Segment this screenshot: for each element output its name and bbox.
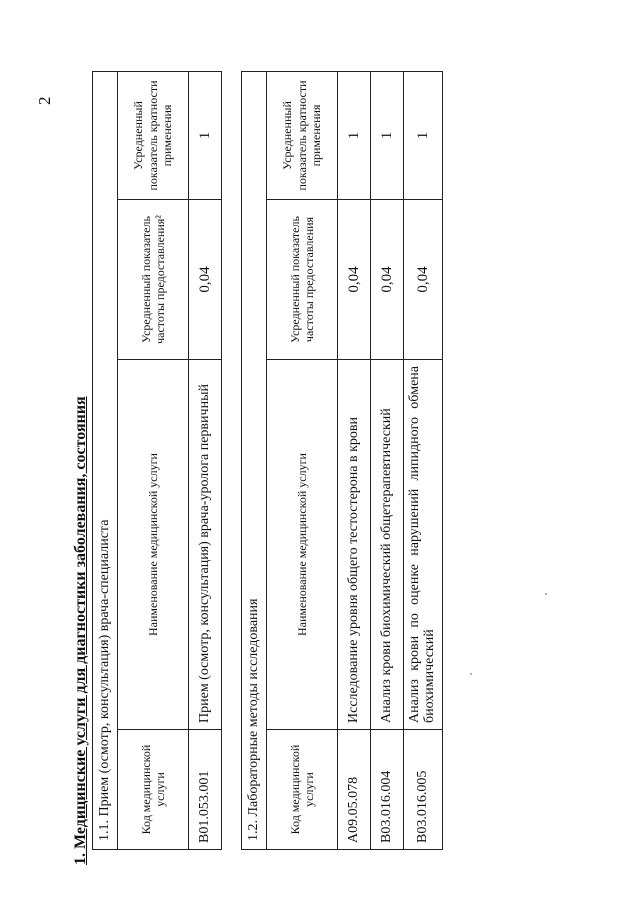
header-frequency: Усредненный показатель частоты предоставления² <box>118 200 189 360</box>
table-row <box>404 71 443 849</box>
cell-name: Исследование уровня общего тестостерона в крови <box>338 360 371 730</box>
table-subtitle: 1.2. Лабораторные методы исследования <box>242 71 267 849</box>
cell-code: B03.016.004 <box>371 730 404 850</box>
cell-code: B01.053.001 <box>189 730 222 850</box>
header-code: Код медицинской услуги <box>118 730 189 850</box>
cell-frequency: 0,04 <box>371 200 404 360</box>
table-consultation <box>92 71 222 850</box>
table-subtitle: 1.1. Прием (осмотр, консультация) врача-специалиста <box>93 71 118 849</box>
table-header-row <box>118 71 189 849</box>
scan-speck <box>545 593 547 595</box>
cell-name: Анализ крови биохимический общетерапевтический <box>371 360 404 730</box>
header-multiplicity: Усредненный показатель кратности применения <box>118 71 189 199</box>
cell-name: Анализ крови по оценке нарушений липидного обмена биохимический <box>404 360 443 730</box>
page-number: 2 <box>35 96 54 105</box>
cell-frequency: 0,04 <box>338 200 371 360</box>
table-header-row <box>267 71 338 849</box>
header-name: Наименование медицинской услуги <box>118 360 189 730</box>
table-laboratory <box>241 71 443 850</box>
scan-speck <box>470 673 472 675</box>
cell-frequency: 0,04 <box>404 200 443 360</box>
header-name: Наименование медицинской услуги <box>267 360 338 730</box>
table-row <box>371 71 404 849</box>
header-multiplicity: Усредненный показатель кратности применения <box>267 71 338 199</box>
cell-multiplicity: 1 <box>404 71 443 199</box>
table-row <box>189 71 222 849</box>
cell-code: B03.016.005 <box>404 730 443 850</box>
table-row <box>338 71 371 849</box>
header-frequency: Усредненный показатель частоты предоставления <box>267 200 338 360</box>
cell-multiplicity: 1 <box>189 71 222 199</box>
cell-code: A09.05.078 <box>338 730 371 850</box>
cell-name: Прием (осмотр, консультация) врача-уролога первичный <box>189 360 222 730</box>
cell-frequency: 0,04 <box>189 200 222 360</box>
table-subtitle-row <box>93 71 118 849</box>
header-code: Код медицинской услуги <box>267 730 338 850</box>
cell-multiplicity: 1 <box>338 71 371 199</box>
table-subtitle-row <box>242 71 267 849</box>
cell-multiplicity: 1 <box>371 71 404 199</box>
section-title: 1. Медицинские услуги для диагностики заболевания, состояния <box>72 396 89 865</box>
